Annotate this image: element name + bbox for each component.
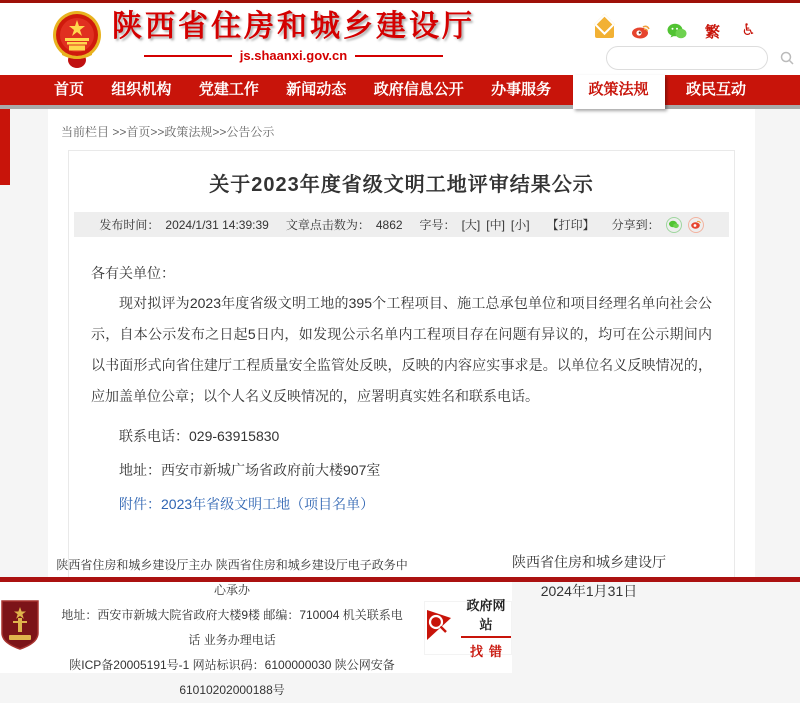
header-quick-icons — [595, 23, 758, 39]
print-button[interactable]: 【打印】 — [546, 218, 595, 232]
publish-time-label: 发布时间： — [99, 218, 160, 232]
traditional-chinese-toggle[interactable]: 繁 — [704, 23, 720, 41]
share-weibo-icon[interactable] — [688, 217, 704, 233]
search-box — [606, 46, 768, 70]
nav-item-party-building[interactable]: 党建工作 — [198, 81, 259, 98]
fontsize-medium-button[interactable]: [中] — [486, 218, 505, 232]
site-brand[interactable] — [52, 8, 475, 75]
publish-time-value: 2024/1/31 14:39:39 — [165, 217, 269, 232]
salutation: 各有关单位： — [91, 265, 175, 281]
nav-item-organization[interactable]: 组织机构 — [111, 81, 172, 98]
article-box — [68, 150, 735, 599]
search-input[interactable] — [607, 48, 780, 68]
site-url — [112, 48, 475, 63]
main-content — [48, 109, 755, 599]
hits-label: 文章点击数为： — [285, 218, 370, 232]
contact-phone-line: 联系电话：029-63915830 — [119, 428, 280, 444]
national-emblem-logo-icon — [52, 8, 102, 75]
footer-text — [56, 553, 408, 703]
attachment-line — [91, 494, 712, 514]
url-dash-right — [355, 55, 443, 57]
signature-date: 2024年1月31日 — [540, 583, 638, 599]
nav-item-home[interactable]: 首页 — [54, 81, 85, 98]
error-badge-line1: 政府网站 — [461, 595, 511, 638]
nav-item-interaction[interactable]: 政民互动 — [685, 81, 746, 98]
hits-value: 4862 — [375, 217, 403, 232]
site-footer — [0, 557, 512, 697]
brand-text — [112, 8, 475, 63]
gov-site-error-report-badge[interactable] — [424, 598, 512, 659]
footer-line-sponsor: 陕西省住房和城乡建设厅主办 陕西省住房和城乡建设厅电子政务中心承办 — [56, 557, 408, 597]
address-line: 地址：西安市新城广场省政府前大楼907室 — [119, 462, 381, 478]
site-url-text: js.shaanxi.gov.cn — [239, 48, 348, 63]
nav-item-gov-info[interactable]: 政府信息公开 — [373, 81, 464, 98]
error-badge-line2: 找错 — [470, 644, 509, 659]
fontsize-label: 字号： — [419, 218, 456, 232]
site-header — [0, 3, 800, 75]
search-icon[interactable] — [780, 51, 794, 65]
nav-item-news[interactable]: 新闻动态 — [286, 81, 347, 98]
nav-item-policies-active[interactable]: 政策法规 — [573, 75, 665, 109]
share-label: 分享到： — [611, 218, 660, 232]
attachment-link[interactable]: 2023年省级文明工地（项目名单） — [161, 496, 375, 512]
site-title: 陕西省住房和城乡建设厅 — [112, 10, 475, 43]
wechat-icon[interactable] — [667, 23, 686, 39]
url-dash-left — [144, 55, 232, 57]
accessibility-icon[interactable]: ♿ — [741, 22, 756, 39]
left-red-strip — [0, 109, 10, 185]
attachment-label: 附件： — [119, 496, 161, 512]
signature-block — [512, 548, 666, 606]
error-badge-flag-icon — [425, 608, 455, 647]
error-badge-text — [461, 595, 511, 660]
article-meta-bar — [74, 212, 729, 237]
signature-org: 陕西省住房和城乡建设厅 — [512, 554, 666, 570]
breadcrumb[interactable]: 当前栏目 >>首页>>政策法规>>公告公示 — [61, 125, 275, 139]
mail-icon[interactable] — [595, 23, 614, 39]
share-wechat-icon[interactable] — [666, 217, 682, 233]
weibo-icon[interactable] — [631, 23, 650, 39]
fontsize-small-button[interactable]: [小] — [510, 218, 530, 232]
footer-line-address: 地址：西安市新城大院省政府大楼9楼 邮编：710004 机关联系电话 业务办理电话 — [61, 607, 403, 647]
main-nav — [0, 75, 800, 105]
article-paragraph: 现对拟评为2023年度省级文明工地的395个工程项目、施工总承包单位和项目经理名单向社会公示，自本公示发布之日起5日内，如发现公示名单内工程项目存在问题有异议的，均可在公示期间内以书面形式向省住建厅工程质量安全监管处反映，反映的内容应实事求是。以单位名义反映情况的，应加盖单位公章；以个人名义反映情况的，应署明真实姓名和联系电话。 — [91, 295, 712, 404]
gov-shield-badge-icon — [0, 599, 40, 656]
nav-item-services[interactable]: 办事服务 — [491, 81, 552, 98]
fontsize-large-button[interactable]: [大] — [461, 218, 481, 232]
page-title: 关于2023年度省级文明工地评审结果公示 — [209, 174, 594, 196]
footer-line-icp: 陕ICP备20005191号-1 网站标识码：6100000030 陕公网安备 61010202000188号 — [69, 657, 395, 697]
